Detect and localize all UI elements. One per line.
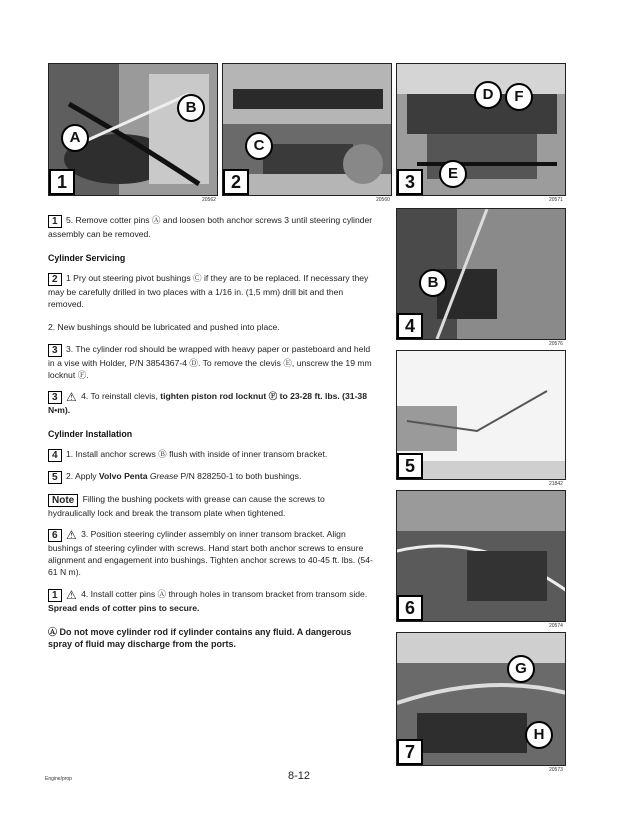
figure-7 — [396, 632, 566, 766]
figure-id: 20573 — [549, 767, 563, 773]
note-label: Note — [48, 494, 78, 507]
figure-id: 20560 — [376, 197, 390, 203]
figure-number: 1 — [49, 169, 75, 195]
figure-number: 6 — [397, 595, 423, 621]
figure-6 — [396, 490, 566, 622]
figure-number: 3 — [397, 169, 423, 195]
figure-5 — [396, 350, 566, 480]
step-text: 1. Install anchor screws Ⓑ flush with inside of inner transom bracket. — [65, 449, 328, 459]
note-text: Filling the bushing pockets with grease can cause the screws to hydraulically lock and break the transom plate when tightened. — [48, 494, 325, 518]
figure-ref-box: 1 — [48, 589, 62, 602]
step-install-4 — [48, 588, 373, 614]
note — [48, 493, 373, 519]
callout-b: B — [177, 94, 205, 122]
figure-ref-box: 2 — [48, 273, 62, 286]
step-text: 2. Apply — [65, 471, 97, 481]
figure-ref-box: 3 — [48, 344, 62, 357]
figure-number: 4 — [397, 313, 423, 339]
callout-f: F — [505, 83, 533, 111]
callout-c: C — [245, 132, 273, 160]
figure-ref-box: 4 — [48, 449, 62, 462]
warning-text: Ⓐ Do not move cylinder rod if cylinder contains any fluid. A dangerous spray of fluid may discharge from the ports. — [48, 627, 352, 649]
callout-a: A — [61, 124, 89, 152]
figure-ref-box: 5 — [48, 471, 62, 484]
figure-3 — [396, 63, 566, 196]
figure-number: 2 — [223, 169, 249, 195]
step-servicing-1 — [48, 272, 373, 310]
product-name: Grease — [149, 471, 179, 481]
figure-id: 20574 — [549, 623, 563, 629]
step-text: 3. Position steering cylinder assembly on inner transom bracket. Align bushings of steering cylinder with screws. Hand start both anchor screws to ensure alignment and engagement into bushings. Tighten anchor screws to 40-45 ft. lbs. (54-61 N m). — [48, 529, 373, 577]
step-text-bold: Spread ends of cotter pins to secure. — [48, 603, 200, 613]
step-install-1 — [48, 448, 373, 462]
warning-icon: ⚠ — [65, 528, 77, 542]
callout-d: D — [474, 81, 502, 109]
step-text: 3. The cylinder rod should be wrapped with heavy paper or pasteboard and held in a vise with Holder, P/N 3854367-4 Ⓓ. To remove the clevis Ⓔ, unscrew the 19 mm locknut Ⓕ. — [48, 344, 372, 380]
step-text: 5. Remove cotter pins Ⓐ and loosen both anchor screws 3 until steering cylinder assembly can be removed. — [48, 215, 373, 239]
figure-id: 20571 — [549, 197, 563, 203]
figure-id: 20576 — [549, 341, 563, 347]
callout-h: H — [525, 721, 553, 749]
step-text: 4. To reinstall clevis, — [81, 391, 158, 401]
figure-id: 21842 — [549, 481, 563, 487]
callout-g: G — [507, 655, 535, 683]
step-install-2 — [48, 470, 373, 484]
step-text: 1 Pry out steering pivot bushings Ⓒ if they are to be replaced. If necessary they may be carefully drilled in two places with a 1/16 in. (1,5 mm) drill bit and then removed. — [48, 273, 369, 309]
step-text: 4. Install cotter pins Ⓐ through holes in transom bracket from transom side. — [81, 589, 368, 599]
figure-4 — [396, 208, 566, 340]
figure-number: 5 — [397, 453, 423, 479]
callout-e: E — [439, 160, 467, 188]
heading-cylinder-installation: Cylinder Installation — [48, 429, 133, 439]
step-servicing-3 — [48, 343, 373, 381]
heading-cylinder-servicing: Cylinder Servicing — [48, 253, 126, 263]
callout-b: B — [419, 269, 447, 297]
warning-icon: ⚠ — [65, 390, 77, 404]
warning-icon: ⚠ — [65, 588, 77, 602]
step-servicing-2: 2. New bushings should be lubricated and pushed into place. — [48, 322, 280, 332]
step-text: P/N 828250-1 to both bushings. — [180, 471, 302, 481]
step-text-bold: tighten piston rod locknut Ⓕ to 23-28 ft. lbs. (31-38 N•m). — [48, 391, 367, 415]
figure-ref-box: 3 — [48, 391, 62, 404]
step-servicing-4 — [48, 390, 373, 416]
page-number: 8-12 — [288, 770, 311, 782]
step-install-3 — [48, 528, 373, 578]
footer-section: Engine/prop — [45, 776, 72, 782]
brand-name: Volvo Penta — [98, 471, 148, 481]
step-remove-cotter-pins — [48, 214, 373, 240]
figure-ref-box: 1 — [48, 215, 62, 228]
figure-id: 20562 — [202, 197, 216, 203]
figure-ref-box: 6 — [48, 529, 62, 542]
figure-number: 7 — [397, 739, 423, 765]
figure-2 — [222, 63, 392, 196]
figure-1 — [48, 63, 218, 196]
